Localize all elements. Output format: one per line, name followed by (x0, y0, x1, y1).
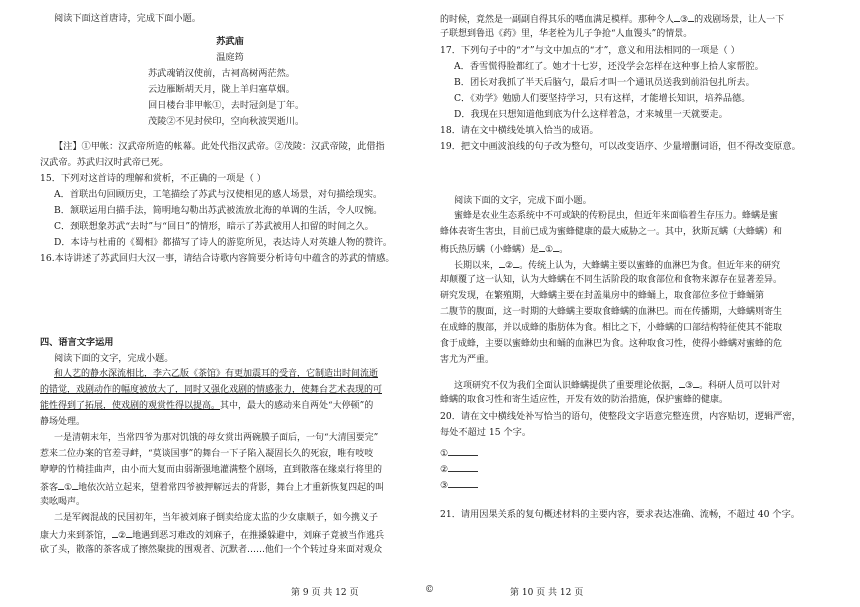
passage-p2-line-3: 咿咿的竹椅挂曲声，由小而大复而由弱渐强地灌满整个剧场，直到散落在缘桌行将里的 (40, 465, 383, 475)
answer-blank-1[interactable] (448, 446, 478, 456)
underlined-text: 能性得到了拓展，使戏剧的观赏性得以提高。 (40, 401, 221, 411)
passage2-p3-line-1 (454, 378, 780, 391)
poem-note-1: 【注】①甲帐：汉武帝所造的帐幕。此处代指汉武帝。②茂陵：汉武帝陵，此借指 (54, 141, 385, 152)
answer-label: ③ (440, 480, 449, 491)
plain-text: 长期以来， (454, 261, 500, 271)
plain-text: 。 (559, 245, 569, 255)
question-20-line-2: 每处不超过 15 个字。 (440, 427, 532, 438)
answer-line-2 (440, 462, 478, 475)
q15-option-a: A．首联出句回顾历史，工笔描绘了苏武与汉使相见的感人场景，对句描绘现实。 (54, 189, 383, 200)
poem-line-1: 苏武魂销汉使前，古祠高树两茫然。 (148, 68, 295, 79)
plain-text: 地遇到恶习难改的刘麻子，在推搡躲避中，刘麻子竟被当作逃兵 (132, 531, 385, 541)
passage2-p2-line-2: 却颠覆了这一认知，认为大蜂螨在不同生活阶段的取食部位和食物来源存在显著差异。 (440, 275, 783, 285)
passage-p2-line-4 (40, 480, 384, 493)
passage-continued-1 (440, 12, 784, 25)
blank-marker-1: ① (64, 483, 73, 493)
q17-option-b: B．团长对我抓了半天后脑勺，最后才叫一个通讯员送我到前沿包扎所去。 (454, 77, 755, 88)
passage2-p2-line-7: 害尤为严重。 (440, 355, 495, 365)
plain-text: 。传统上认为，大蜂螨主要以蜜蜂的血淋巴为食。但近年来的研究 (519, 261, 781, 271)
plain-text: 梅氏热厉螨（小蜂螨）是 (440, 245, 540, 255)
passage2-p1-line-1: 蜜蜂是农业生态系统中不可或缺的传粉昆虫，但近年来面临着生存压力。蜂螨是蜜 (454, 211, 779, 221)
passage2-p2-line-1 (454, 258, 780, 271)
passage2-p1-line-3 (440, 242, 568, 255)
section-heading-4: 四、语言文字运用 (40, 337, 114, 348)
passage-p2-line-1: 一是清朝末年，当常四爷为那对饥饿的母女赏出两碗膜子面后，一句“大清国要完” (54, 433, 379, 443)
passage2-p3-line-2: 蜂螨的取食习性和寄生适应性，开发有效的防治措施，保护蜜蜂的健康。 (440, 395, 729, 405)
answer-line-1 (440, 446, 478, 459)
intro-passage-2: 阅读下面的文字，完成下面小题。 (454, 195, 592, 206)
passage2-p1-line-2: 蜂体表寄生害虫，目前已成为蜜蜂健康的最大威胁之一。其中，狄斯瓦螨（大蜂螨）和 (440, 227, 783, 237)
poem-line-4: 茂陵②不见封侯印，空向秋波哭逝川。 (148, 116, 305, 127)
underlined-text: 和人艺的静水深流相比，李六乙版《茶馆》有更加震耳的受音，它制造出时间流逝 (54, 369, 379, 379)
q15-option-c: C．颈联想象苏武“去时”与“回日”的情形，暗示了苏武被用人扣留的时间之久。 (54, 221, 374, 232)
intro-text: 阅读下面的文字，完成小题。 (54, 353, 174, 364)
passage-p1-line-1 (54, 368, 378, 381)
q15-option-b: B．颔联运用白描手法，简明地勾勒出苏武被流放北海的单调的生活，令人叹惋。 (54, 205, 383, 216)
q17-option-d: D．我现在只想知道他到底为什么这样着急，才来城里一天就要走。 (454, 109, 728, 120)
plain-text: 茶客 (40, 483, 59, 493)
question-20-line-1: 20．请在文中横线处补写恰当的语句，使整段文字语意完整连贯，内容贴切，逻辑严密， (440, 411, 801, 422)
q17-option-a: A．香雪慌得脸都红了。她才十七岁，还没学会怎样在这种事上拾人家帮腔。 (454, 61, 764, 72)
poem-line-2: 云边雁断胡天月，陇上羊归塞草烟。 (148, 84, 295, 95)
question-15: 15．下列对这首诗的理解和赏析，不正确的一项是（ ） (40, 173, 266, 184)
passage2-p2-line-3: 研究发现，在繁殖期，大蜂螨主要在封盖巢房中的蜂蛹上，取食部位多位于蜂蛹第 (440, 291, 765, 301)
blank-marker-2: ② (118, 531, 127, 541)
plain-text: 康大力来到茶馆， (40, 531, 113, 541)
passage-p2-line-5: 卖吆喝声。 (40, 497, 86, 507)
poem-line-3: 回日楼台非甲帐①，去时冠剑是丁年。 (148, 100, 305, 111)
plain-text: 地依次站立起来，望着常四爷被押解远去的背影，舞台上才重新恢复四起的叫 (78, 483, 385, 493)
question-21: 21．请用因果关系的复句概述材料的主要内容，要求表达准确、流畅，不超过 40 个字。 (440, 509, 800, 520)
question-19: 19．把文中画波浪线的句子改为整句，可以改变语序、少量增删词语，但不得改变原意。 (440, 141, 801, 152)
plain-text: 其中，最大的感动来自两处“大停顿”的 (220, 401, 374, 411)
question-18: 18．请在文中横线处填入恰当的成语。 (440, 125, 599, 136)
poem-title: 苏武庙 (216, 36, 244, 47)
blank-marker-1: ① (545, 245, 554, 255)
answer-label: ① (440, 448, 449, 459)
q15-option-d: D．本诗与杜甫的《蜀相》都描写了诗人的游览所见，表达诗人对英雄人物的赞许。 (54, 237, 393, 248)
answer-label: ② (440, 464, 449, 475)
answer-blank-3[interactable] (448, 478, 478, 488)
question-16: 16.本诗讲述了苏武回归大汉一事，请结合诗歌内容简要分析诗句中蕴含的苏武的情感。 (40, 253, 395, 264)
passage2-p2-line-6: 食于成蜂，主要以蜜蜂幼虫和蛹的血淋巴为食。这种取食习性，使得小蜂螨对蜜蜂的危 (440, 339, 783, 349)
passage-p1-line-3 (40, 400, 373, 413)
passage-p3-line-3: 砍了头，散落的茶客成了擦然聚拢的围观者、沉默者……他们一个个转过身来面对观众 (40, 545, 383, 555)
passage-p1-line-2 (40, 384, 382, 397)
question-17: 17．下列句子中的“才”与文中加点的“才”，意义和用法相同的一项是（ ） (440, 45, 740, 56)
plain-text: 的时候，竟然是一副副自得其乐的嗜血满足模样。那种令人 (440, 15, 675, 25)
passage2-p2-line-4: 二腹节的腹面，这一时期的大蜂螨主要取食蜂螨的血淋巴。而在传播期，大蜂螨则寄生 (440, 307, 783, 317)
passage-p3-line-1: 二是军阀混战的民国初年，当年被刘麻子倒卖给庞太监的少女康顺子，如今携义子 (54, 513, 379, 523)
passage-p2-line-2: 惹来二位办案的官差寻衅，“莫谈国事”的舞台一下子陷入凝固长久的死寂，唯有吱吱 (40, 449, 374, 459)
poem-note-2: 汉武帝。苏武归汉时武帝已死。 (40, 157, 169, 168)
passage2-p2-line-5: 在成蜂的腹部，并以成蜂的脂肪体为食。相比之下，小蜂螨的口部结构特征使其不能取 (440, 323, 783, 333)
blank-marker-3: ③ (685, 381, 694, 391)
answer-line-3 (440, 478, 478, 491)
plain-text: 。科研人员可以针对 (699, 381, 781, 391)
copyright-mark: © (425, 585, 434, 595)
underlined-text: 的错觉，戏剧动作的幅度被放大了，同时又强化戏剧的情感张力，使舞台艺术表现的可 (40, 385, 383, 395)
poem-author: 温庭筠 (216, 52, 244, 63)
right-page-footer: 第 10 页 共 12 页 (510, 588, 584, 598)
plain-text: 的戏剧场景，让人一下 (694, 15, 785, 25)
q17-option-c: C．《劝学》勉励人们要坚持学习，只有这样，才能增长知识，培养品德。 (454, 93, 751, 104)
plain-text: 这项研究不仅为我们全面认识蜂螨提供了重要理论依据， (454, 381, 680, 391)
passage-continued-2: 子联想到鲁迅《药》里，华老栓为儿子争抢“人血馒头”的情景。 (440, 29, 693, 39)
blank-marker-2: ② (505, 261, 514, 271)
passage-p3-line-2 (40, 528, 384, 541)
left-page-footer: 第 9 页 共 12 页 (291, 588, 359, 598)
intro-poem: 阅读下面这首唐诗，完成下面小题。 (54, 13, 201, 24)
blank-marker-3: ③ (680, 15, 689, 25)
passage-p1-line-4: 静场处理。 (40, 417, 86, 427)
answer-blank-2[interactable] (448, 462, 478, 472)
